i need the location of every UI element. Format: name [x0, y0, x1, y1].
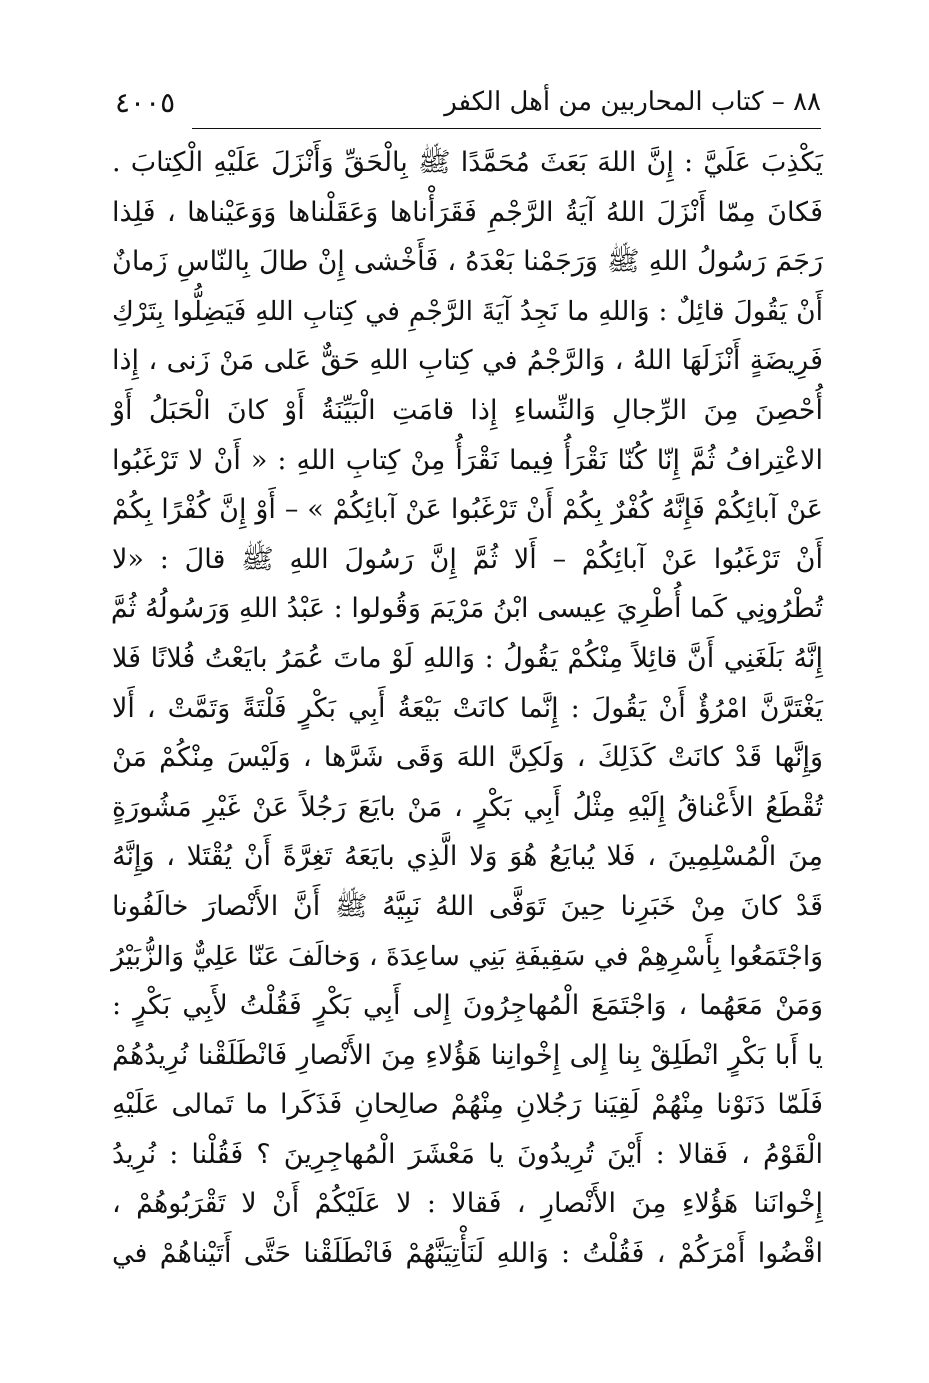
chapter-title: ٨٨ – كتاب المحاربين من أهل الكفر — [444, 87, 821, 117]
text-line: أُحْصِنَ مِنَ الرِّجالِ وَالنِّساءِ إِذا قامَتِ الْبَيِّنَةُ أَوْ كانَ الْحَبَلُ أَوْ — [112, 394, 823, 426]
text-line: تُطْرُونِي كَما أُطْرِيَ عِيسى ابْنُ مَرْيَمَ وَقُولوا : عَبْدُ اللهِ وَرَسُولُهُ ثُمَّ — [110, 593, 823, 625]
text-line: الْقَوْمُ ، فَقالا : أَيْنَ تُرِيدُونَ يا مَعْشَرَ الْمُهاجِرِينَ ؟ فَقُلْنا : نُرِيدُ — [112, 1138, 823, 1170]
text-line: وَإِنَّها قَدْ كانَتْ كَذَلِكَ ، وَلَكِنَّ اللهَ وَقَى شَرَّها ، وَلَيْسَ مِنْكُمْ مَنْ — [112, 742, 823, 774]
text-line: أَنْ يَقُولَ قائِلٌ : وَاللهِ ما نَجِدُ آيَةَ الرَّجْمِ في كِتابِ اللهِ فَيَضِلُّوا بِتَرْكِ — [112, 295, 823, 327]
text-line: تُقْطَعُ الأَعْناقُ إِلَيْهِ مِثْلُ أَبِي بَكْرٍ ، مَنْ بايَعَ رَجُلاً عَنْ غَيْرِ مَشُورَةٍ — [112, 791, 823, 823]
text-line: عَنْ آبائِكُمْ فَإِنَّهُ كُفْرٌ بِكُمْ أَنْ تَرْغَبُوا عَنْ آبائِكُمْ » – أَوْ إِنَّ كُفْرًا بِكُمْ — [112, 494, 823, 526]
page-number: ٤٠٠٥ — [115, 85, 176, 119]
text-line: فَكانَ مِمّا أَنْزَلَ اللهُ آيَةُ الرَّجْمِ فَقَرَأْناها وَعَقَلْناها وَوَعَيْناها ، فَلِذا — [112, 196, 823, 228]
text-line: وَمَنْ مَعَهُما ، وَاجْتَمَعَ الْمُهاجِرُونَ إِلى أَبِي بَكْرٍ فَقُلْتُ لأَبِي بَكْرٍ : — [112, 990, 823, 1022]
text-line: يَكْذِبَ عَلَيَّ : إِنَّ اللهَ بَعَثَ مُحَمَّدًا ﷺ بِالْحَقِّ وَأَنْزَلَ عَلَيْهِ الْكِتابَ . — [112, 147, 823, 178]
text-line: فَرِيضَةٍ أَنْزَلَهَا اللهُ ، وَالرَّجْمُ في كِتابِ اللهِ حَقٌّ عَلى مَنْ زَنى ، إِذا — [112, 345, 823, 377]
header-rule — [192, 128, 821, 129]
text-line: وَاجْتَمَعُوا بِأَسْرِهِمْ في سَقِيفَةِ بَنِي ساعِدَةَ ، وَخالَفَ عَنّا عَلِيٌّ وَالزُّبَيْرُ — [111, 940, 823, 972]
text-line: الاعْتِرافُ ثُمَّ إِنّا كُنّا نَقْرَأُ فِيما نَقْرَأُ مِنْ كِتابِ اللهِ : « أَنْ لا تَرْغَبُوا — [112, 444, 823, 476]
text-line: إِخْوانَنا هَؤُلاءِ مِنَ الأَنْصارِ ، فَقالا : لا عَلَيْكُمْ أَنْ لا تَقْرَبُوهُمْ ، — [112, 1188, 823, 1220]
text-line: اقْضُوا أَمْرَكُمْ ، فَقُلْتُ : وَاللهِ لَنَأْتِيَنَّهُمْ فَانْطَلَقْنا حَتَّى أَتَيْناهُمْ في — [112, 1238, 823, 1270]
text-line: فَلَمّا دَنَوْنا مِنْهُمْ لَقِيَنا رَجُلانِ مِنْهُمْ صالِحانِ فَذَكَرا ما تَمالى عَلَيْهِ — [112, 1089, 823, 1121]
text-line: إِنَّهُ بَلَغَنِي أَنَّ قائِلاً مِنْكُمْ يَقُولُ : وَاللهِ لَوْ ماتَ عُمَرُ بايَعْتُ فُلانًا فَلا — [112, 642, 823, 674]
text-line: يَغْتَرَّنَّ امْرُؤٌ أَنْ يَقُولَ : إِنَّما كانَتْ بَيْعَةُ أَبِي بَكْرٍ فَلْتَةً وَتَمَّتْ ، أَلا — [112, 692, 823, 724]
text-line: أَنْ تَرْغَبُوا عَنْ آبائِكُمْ – أَلا ثُمَّ إِنَّ رَسُولَ اللهِ ﷺ قالَ : «لا — [112, 543, 823, 575]
page-body-text — [112, 138, 823, 1279]
running-header — [115, 78, 821, 126]
text-line: يا أَبا بَكْرٍ انْطَلِقْ بِنا إِلى إِخْوانِنا هَؤُلاءِ مِنَ الأَنْصارِ فَانْطَلَقْنا نُرِيدُهُمْ — [112, 1039, 823, 1071]
text-line: رَجَمَ رَسُولُ اللهِ ﷺ وَرَجَمْنا بَعْدَهُ ، فَأَخْشى إِنْ طالَ بِالنّاسِ زَمانٌ — [112, 246, 823, 278]
text-line: قَدْ كانَ مِنْ خَبَرِنا حِينَ تَوَفَّى اللهُ نَبِيَّهُ ﷺ أَنَّ الأَنْصارَ خالَفُونا — [112, 890, 823, 922]
text-line: مِنَ الْمُسْلِمِينَ ، فَلا يُبايَعُ هُوَ وَلا الَّذِي بايَعَهُ تَغِرَّةً أَنْ يُقْتَلا ، وَإِنَّهُ — [112, 841, 823, 873]
